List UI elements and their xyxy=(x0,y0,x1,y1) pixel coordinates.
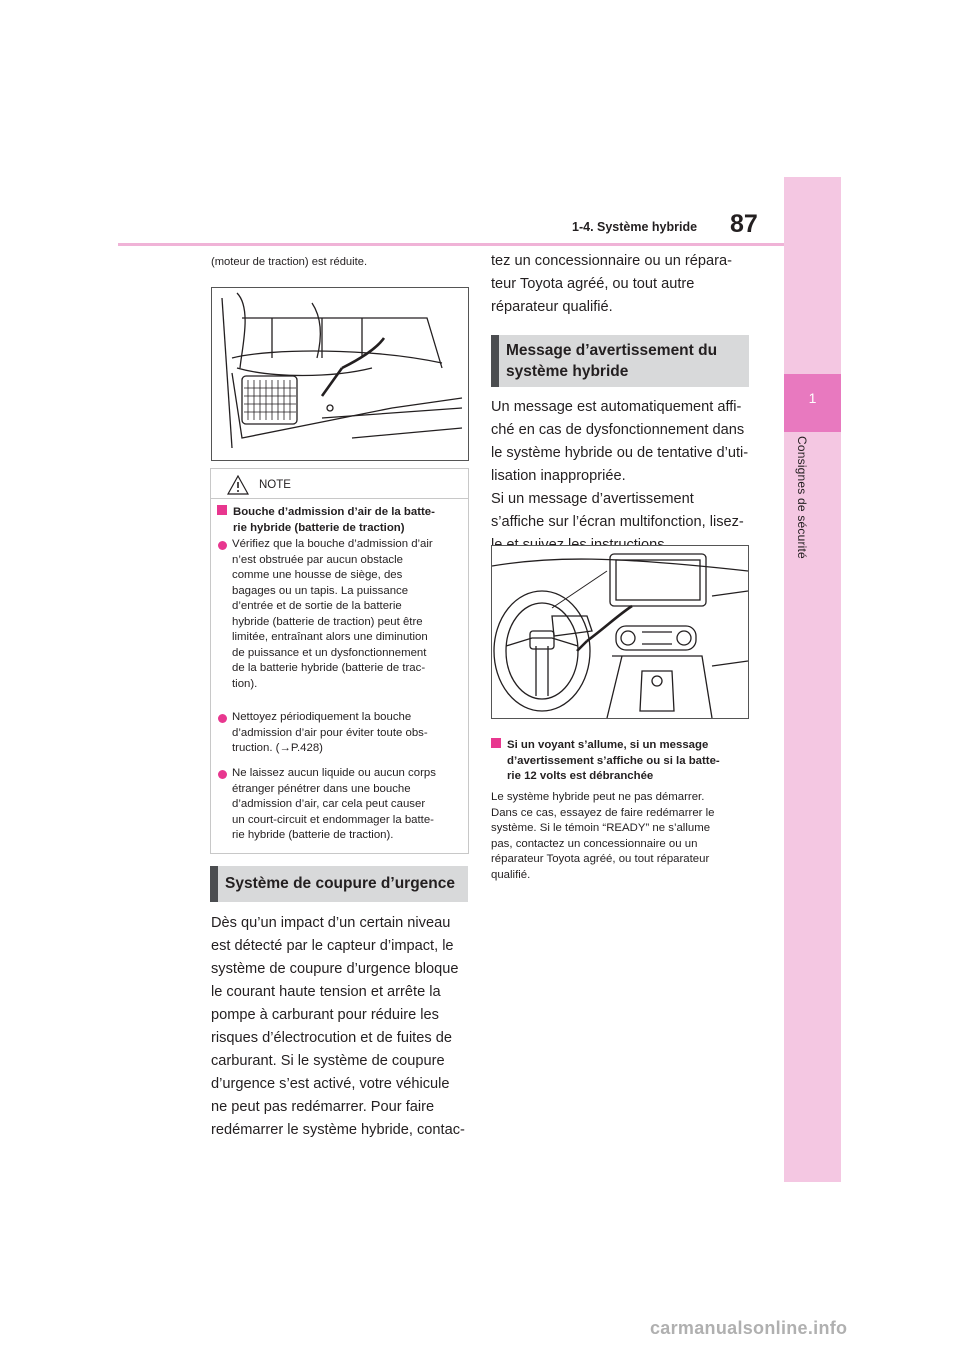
note-bullet-2: Nettoyez périodiquement la bouche d’admission d’air pour éviter toute obs- truction. (→P.428) xyxy=(232,711,428,754)
note-heading-bullet xyxy=(217,505,227,515)
intro-text: (moteur de traction) est réduite. xyxy=(211,256,368,268)
header-rule xyxy=(118,243,784,246)
note-heading xyxy=(217,505,462,536)
emergency-cutoff-heading: Système de coupure d’urgence xyxy=(210,866,468,902)
continuation-text: tez un concessionnaire ou un répara- teur Toyota agréé, ou tout autre réparateur qualifié. xyxy=(491,253,732,315)
note-bullet-1: Vérifiez que la bouche d’admission d’air n’est obstruée par aucun obstacle comme une housse de siège, des bagages ou un tapis. La puissance d’entrée et de sortie de la batterie hybride (batterie de traction) peut être limitée, entraînant alors une diminution de puissance et un dysfonctionnement de la batterie hybride (batterie de trac- tion). xyxy=(232,538,433,690)
dashboard-drawing xyxy=(492,546,748,718)
note-label: NOTE xyxy=(259,479,291,491)
warning-message-heading: Message d’avertissement du système hybride xyxy=(491,335,749,387)
chapter-number: 1 xyxy=(808,390,817,406)
note-heading-line2: rie hybride (batterie de traction) xyxy=(233,521,405,534)
subsection-body: Le système hybride peut ne pas démarrer. Dans ce cas, essayez de faire redémarrer le système. Si le témoin “READY” ne s’allume pas, contactez un concessionnaire ou un réparateur Toyota agréé, ou tout réparateur qualifié. xyxy=(491,791,715,881)
warning-triangle-icon xyxy=(227,475,249,500)
warning-body-1: Un message est automatiquement affi- ché en cas de dysfonctionnement dans le système hybride ou de tentative d’uti- lisation inappropriée. xyxy=(491,399,749,484)
note-separator xyxy=(211,498,468,499)
note-box xyxy=(210,468,469,854)
chapter-title: Consignes de sécurité xyxy=(795,436,809,559)
note-bullet-dot-2 xyxy=(218,714,227,723)
note-heading-line1: Bouche d’admission d’air de la batte- xyxy=(233,506,435,518)
subsection-bullet xyxy=(491,738,501,748)
section-title: 1-4. Système hybride xyxy=(572,220,698,234)
page-number: 87 xyxy=(730,210,758,238)
note-bullet-dot-1 xyxy=(218,541,227,550)
watermark: carmanualsonline.info xyxy=(650,1318,848,1338)
emergency-cutoff-body: Dès qu’un impact d’un certain niveau est détecté par le capteur d’impact, le système de coupure d’urgence bloque le courant haute tension et arrête la pompe à carburant pour réduire les risques d’électrocution et de fuites de carburant. Si le système de coupure d’urgence s’est activé, votre véhicule ne peut pas redémarrer. Pour faire redémarrer le système hybride, contac- xyxy=(211,915,465,1138)
note-bullet-dot-3 xyxy=(218,770,227,779)
chapter-side-tab xyxy=(784,177,841,1182)
dashboard-illustration xyxy=(491,545,749,719)
battery-air-intake-illustration xyxy=(211,287,469,461)
subsection-heading: Si un voyant s’allume, si un message d’avertissement s’affiche ou si la batte- rie 12 volts est débranchée xyxy=(491,738,753,785)
note-bullet-3: Ne laissez aucun liquide ou aucun corps étranger pénétrer dans une bouche d’admission d’air, car cela peut causer un court-circuit et endommager la batte- rie hybride (batterie de traction). xyxy=(232,767,436,841)
warning-body-2: Si un message d’avertissement s’affiche sur l’écran multifonction, lisez- xyxy=(491,491,744,530)
rear-seat-drawing xyxy=(212,288,468,460)
